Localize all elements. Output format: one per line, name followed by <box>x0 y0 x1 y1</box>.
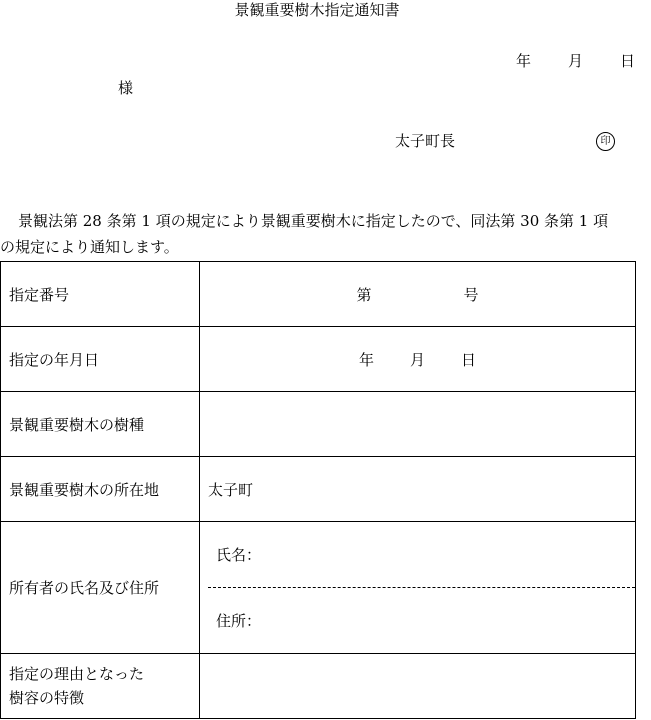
owner-address-field <box>208 587 635 653</box>
body-text-line-2: の規定により通知します。 <box>0 238 179 256</box>
row-reason <box>1 654 636 719</box>
owner-name-label: 氏名： <box>216 546 262 564</box>
label-reason-line-1: 指定の理由となった <box>9 665 145 683</box>
label-designation-number: 指定番号 <box>1 262 200 327</box>
issuer-name: 太子町長 <box>395 132 456 150</box>
label-designation-date: 指定の年月日 <box>1 327 200 392</box>
designation-date-day: 日 <box>461 350 477 369</box>
label-owner: 所有者の氏名及び住所 <box>1 522 200 654</box>
value-designation-date <box>200 327 636 392</box>
label-tree-location: 景観重要樹木の所在地 <box>1 457 200 522</box>
designation-number-dai: 第 <box>356 285 372 304</box>
recipient-suffix: 様 <box>118 79 134 97</box>
value-designation-number <box>200 262 636 327</box>
designation-table <box>0 261 636 719</box>
seal-mark: 印 <box>596 132 615 151</box>
document-title: 景観重要樹木指定通知書 <box>234 1 400 19</box>
designation-number-go: 号 <box>463 285 479 304</box>
label-tree-species: 景観重要樹木の樹種 <box>1 392 200 457</box>
body-text-line-1: 景観法第 28 条第 1 項の規定により景観重要樹木に指定したので、同法第 30 条第 1 項 <box>18 212 609 230</box>
owner-name-field <box>208 522 635 587</box>
label-reason-line-2: 樹容の特徴 <box>9 689 85 707</box>
label-reason <box>1 654 200 719</box>
row-tree-species <box>1 392 636 457</box>
value-owner <box>200 522 636 654</box>
row-tree-location <box>1 457 636 522</box>
designation-date-year: 年 <box>358 350 374 369</box>
value-tree-species <box>200 392 636 457</box>
row-designation-date <box>1 327 636 392</box>
value-tree-location: 太子町 <box>200 457 636 522</box>
value-reason <box>200 654 636 719</box>
date-day-label: 日 <box>620 52 636 70</box>
date-year-label: 年 <box>516 52 532 70</box>
date-month-label: 月 <box>568 52 584 70</box>
row-owner <box>1 522 636 654</box>
designation-date-month: 月 <box>409 350 425 369</box>
owner-address-label: 住所： <box>216 612 262 630</box>
row-designation-number <box>1 262 636 327</box>
